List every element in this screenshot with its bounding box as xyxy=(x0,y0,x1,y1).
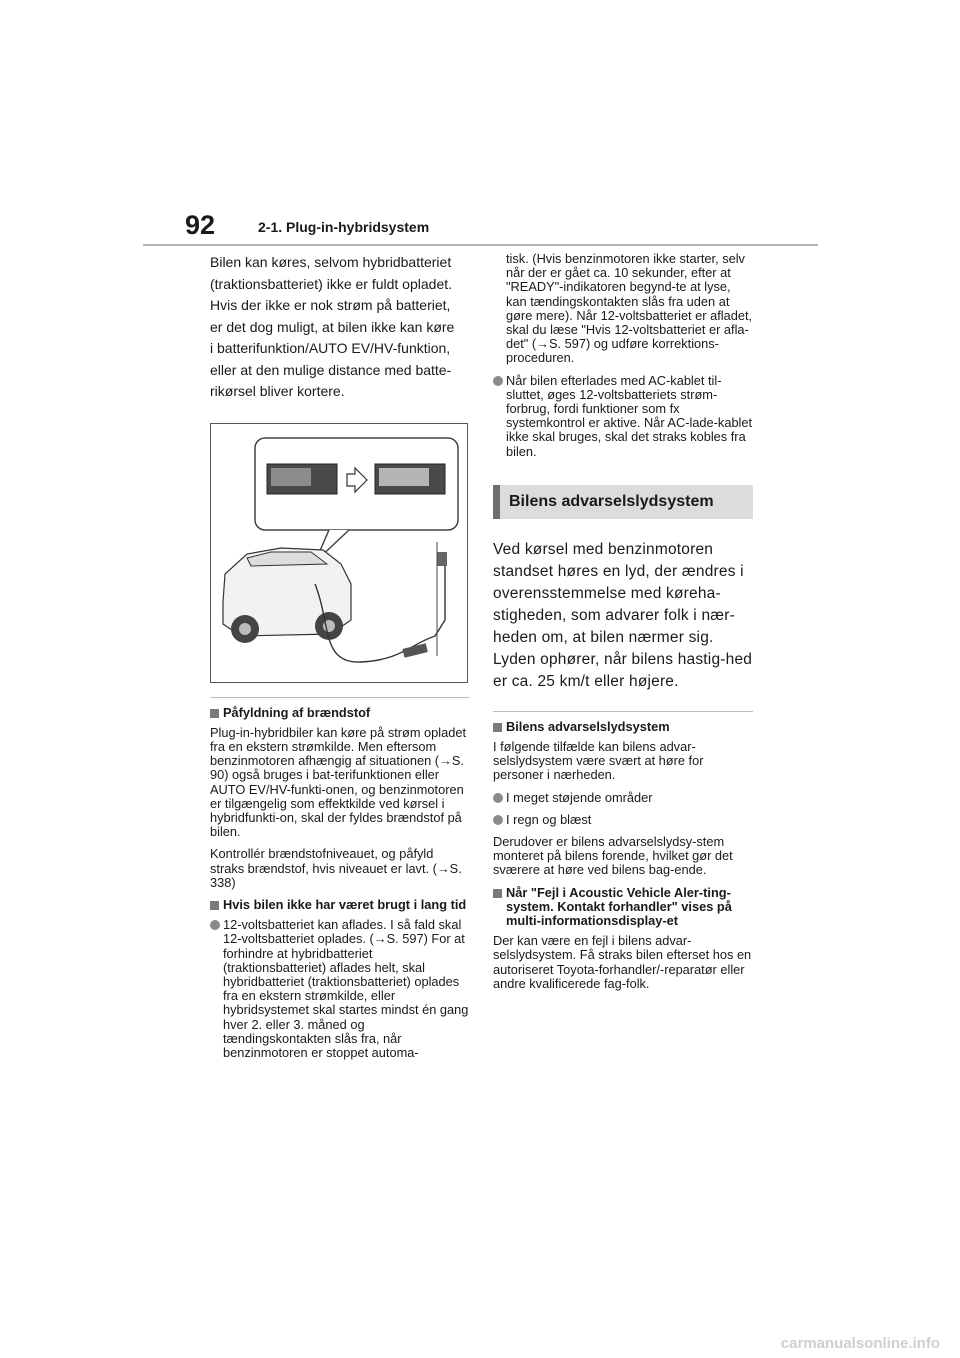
subheading-text: Bilens advarselslydsystem xyxy=(506,718,670,734)
lead-paragraph: Ved kørsel med benzinmotoren standset høres en lyd, der ændres i overensstemmelse med køreha-stigheden, som advarer folk i nær-heden om, at bilen nærmer sig. Lyden ophører, når bilens hastig-hed er ca. 25 km/t eller højere. xyxy=(493,540,753,690)
divider xyxy=(493,711,753,712)
divider xyxy=(210,697,470,698)
round-bullet-icon xyxy=(493,793,503,803)
bullet-text: Når bilen efterlades med AC-kablet til-sluttet, øges 12-voltsbatteriets strøm-forbrug, fordi funktioner som fx systemkontrol er aktive. Når AC-lade-kablet ikke skal bruges, skal det straks kobles fra bilen. xyxy=(506,372,753,459)
subheading-avas xyxy=(493,720,753,734)
bullet-text: I meget støjende områder xyxy=(506,789,653,805)
intro-paragraph xyxy=(210,252,470,403)
section-title: 2-1. Plug-in-hybridsystem xyxy=(258,219,430,235)
car-charging-drawing xyxy=(211,424,467,682)
intro-line: er det dog muligt, at bilen ikke kan køre xyxy=(210,318,455,335)
paragraph: Derudover er bilens advarselslydsy-stem monteret på bilens forende, hvilket gør det sværere at høre ved bilens bag-ende. xyxy=(493,834,733,878)
square-bullet-icon xyxy=(210,901,219,910)
left-column xyxy=(210,252,470,1068)
round-bullet-icon xyxy=(493,815,503,825)
bullet-item xyxy=(493,791,753,805)
intro-line: Hvis der ikke er nok strøm på batteriet, xyxy=(210,297,451,313)
subheading-refuel xyxy=(210,706,470,720)
section-banner xyxy=(493,485,753,519)
banner-accent xyxy=(493,485,500,519)
subheading-text: Påfyldning af brændstof xyxy=(223,704,371,720)
intro-line: i batterifunktion/AUTO EV/HV-funktion, xyxy=(210,340,451,356)
intro-line: rikørsel bliver kortere. xyxy=(210,383,345,399)
square-bullet-icon xyxy=(493,889,502,898)
paragraph: Der kan være en fejl i bilens advar-selslydsystem. Få straks bilen efterset hos en autoriseret Toyota-forhandler/-reparatør eller andre kvalificerede fag-folk. xyxy=(493,933,752,991)
watermark: carmanualsonline.info xyxy=(780,1335,940,1352)
subheading-text: Hvis bilen ikke har været brugt i lang tid xyxy=(223,896,467,912)
charging-illustration xyxy=(210,423,468,683)
paragraph: I følgende tilfælde kan bilens advar-selslydsystem være svært at høre for personer i nærheden. xyxy=(493,739,704,783)
bullet-item xyxy=(210,918,470,1060)
intro-line: (traktionsbatteriet) ikke er fuldt opladet. xyxy=(210,275,453,292)
bullet-continuation: tisk. (Hvis benzinmotoren ikke starter, selv når der er gået ca. 10 sekunder, efter at "READY"-indikatoren begynd-te at lyse, kan tændingskontakten slås fra uden at gøre mere). Når 12-voltsbatteriet er afladet, skal du læse "Hvis 12-voltsbatteriet er afla-det" (→S. 597) og udføre korrektions-proceduren. xyxy=(506,251,753,366)
banner-title: Bilens advarselslydsystem xyxy=(509,492,714,510)
subheading-text: Når "Fejl i Acoustic Vehicle Aler-ting-system. Kontakt forhandler" vises på multi-informationsdisplay-et xyxy=(506,884,732,929)
square-bullet-icon xyxy=(493,723,502,732)
intro-line: Bilen kan køres, selvom hybridbatteriet xyxy=(210,254,452,270)
bullet-item xyxy=(493,813,753,827)
round-bullet-icon xyxy=(210,920,220,930)
intro-line: eller at den mulige distance med batte- xyxy=(210,361,452,378)
bullet-item xyxy=(493,374,753,459)
header-divider xyxy=(143,244,818,246)
bullet-text: I regn og blæst xyxy=(506,811,592,827)
square-bullet-icon xyxy=(210,709,219,718)
round-bullet-icon xyxy=(493,376,503,386)
subheading-fault xyxy=(493,886,753,929)
paragraph: Plug-in-hybridbiler kan køre på strøm opladet fra en ekstern strømkilde. Men eftersom benzinmotoren afhængig af situationen (→S. 90) også bruges i bat-terifunktionen eller AUTO EV/HV-funkti-onen, og benzinmotoren er tilgængelig som effektkilde ved kørsel i hybridfunkti-on, skal der fyldes brændstof på bilen. xyxy=(210,724,467,840)
page-number: 92 xyxy=(185,210,216,240)
right-column xyxy=(493,252,753,999)
paragraph: Kontrollér brændstofniveauet, og påfyld straks brændstof, hvis niveauet er lavt. (→S. 338) xyxy=(210,846,462,890)
bullet-text: 12-voltsbatteriet kan aflades. I så fald skal 12-voltsbatteriet oplades. (→S. 597) For at forhindre at hybridbatteriet (traktionsbatteriet) aflades helt, skal hybridbatteriet (traktionsbatteriet) oplades fra en ekstern strømkilde, eller hybridsystemet skal startes mindst én gang hver 2. eller 3. måned og tændingskontakten slås fra, når benzinmotoren er stoppet automa- xyxy=(223,917,469,1060)
subheading-unused xyxy=(210,898,470,912)
